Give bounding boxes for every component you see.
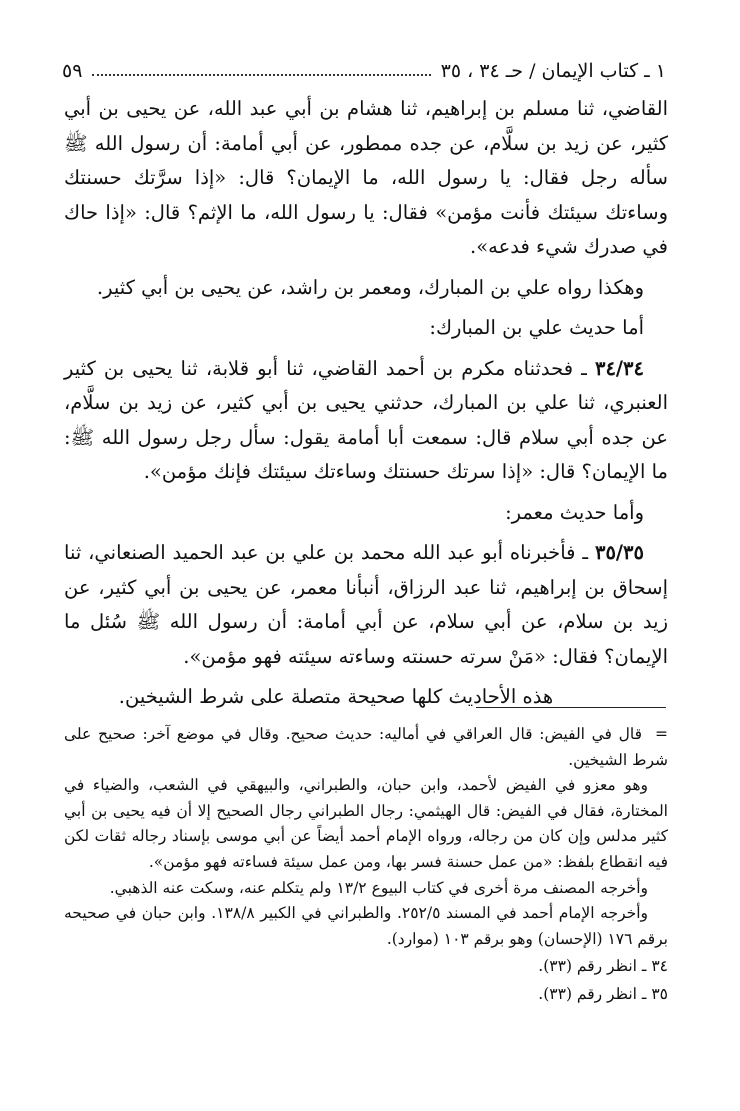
footnote-3: وأخرجه المصنف مرة أخرى في كتاب البيوع ١٣/٢ ولم يتكلم عنه، وسكت عنه الذهبي. xyxy=(109,878,648,897)
footnote-34-reference: ٣٤ ـ انظر رقم (٣٣). xyxy=(538,957,668,976)
dotted-leader xyxy=(92,74,430,76)
hadith-34 xyxy=(64,352,668,490)
paragraph-ali-heading: أما حديث علي بن المبارك: xyxy=(429,316,644,339)
hadith-35-number: ٣٥/٣٥ xyxy=(594,541,644,564)
paragraph-mamar-heading: وأما حديث معمر: xyxy=(505,500,644,524)
main-text xyxy=(64,92,668,715)
hadith-34-text: ـ فحدثناه مكرم بن أحمد القاضي، ثنا أبو قلابة، ثنا يحيى بن كثير العنبري، ثنا علي بن المبارك، حدثني يحيى بن أبي كثير، عن زيد بن سلَّام، عن جده أبي سلام قال: سمعت أبا أمامة يقول: سأل رجل رسول الله ﷺ: ما الإيمان؟ قال: «إذا سرتك حسنتك وساءتك سيئتك فإنك مؤمن». xyxy=(64,356,668,483)
continuation-marker: = xyxy=(655,725,668,743)
hadith-34-number: ٣٤/٣٤ xyxy=(594,356,644,380)
running-title: ١ ـ كتاب الإيمان / حـ ٣٤ ، ٣٥ xyxy=(440,60,666,82)
hadith-35-text: ـ فأخبرناه أبو عبد الله محمد بن علي بن عبد الحميد الصنعاني، ثنا إسحاق بن إبراهيم، ثنا عبد الرزاق، أنبأنا معمر، عن يحيى بن أبي كثير، عن زيد بن سلام، عن أبي سلام، عن أبي أمامة: أن رسول الله ﷺ سُئل ما الإيمان؟ فقال: «مَنْ سرته حسنته وساءته سيئته فهو مؤمن». xyxy=(64,541,668,668)
page-number: ٥٩ xyxy=(62,60,83,82)
footnote-4: وأخرجه الإمام أحمد في المسند ٢٥٢/٥. والطبراني في الكبير ١٣٨/٨. وابن حبان في صحيحه برقم ١٧٦ (الإحسان) وهو برقم ١٠٣ (موارد). xyxy=(64,904,668,948)
page-header xyxy=(62,52,666,82)
hadith-35 xyxy=(64,536,668,674)
footnote-35-reference: ٣٥ ـ انظر رقم (٣٣). xyxy=(538,984,668,1003)
footnote-1-text: قال في الفيض: قال العراقي في أماليه: حديث صحيح. وقال في موضع آخر: صحيح على شرط الشيخين. xyxy=(64,725,668,769)
footnote-1 xyxy=(64,722,668,773)
footnotes xyxy=(64,722,668,1008)
paragraph-continuation: القاضي، ثنا مسلم بن إبراهيم، ثنا هشام بن أبي عبد الله، عن يحيى بن أبي كثير، عن زيد بن سلَّام، عن جده ممطور، عن أبي أمامة: أن رسول الله ﷺ سأله رجل فقال: يا رسول الله، ما الإيمان؟ قال: «إذا سرَّتك حسنتك وساءتك سيئتك فأنت مؤمن» فقال: يا رسول الله، ما الإثم؟ قال: «إذا حاك في صدرك شيء فدعه». xyxy=(64,97,668,258)
footnote-2: وهو معزو في الفيض لأحمد، وابن حبان، والطبراني، والبيهقي في الشعب، والضياء في المختارة، فقال في الفيض: قال الهيثمي: رجال الطبراني رجال الصحيح إلا أن فيه يحيى بن أبي كثير مدلس وإن كان من رجاله، ورواه الإمام أحمد أيضاً عن أبي موسى بإسناد رجاله ثقات لكن فيه انقطاع بلفظ: «من عمل حسنة فسر بها، ومن عمل سيئة فساءته فهو مؤمن». xyxy=(64,776,668,871)
paragraph-conclusion: هذه الأحاديث كلها صحيحة متصلة على شرط الشيخين. xyxy=(118,685,554,708)
footnote-separator xyxy=(476,707,666,708)
paragraph-narration-note: وهكذا رواه علي بن المبارك، ومعمر بن راشد، عن يحيى بن أبي كثير. xyxy=(96,275,644,299)
